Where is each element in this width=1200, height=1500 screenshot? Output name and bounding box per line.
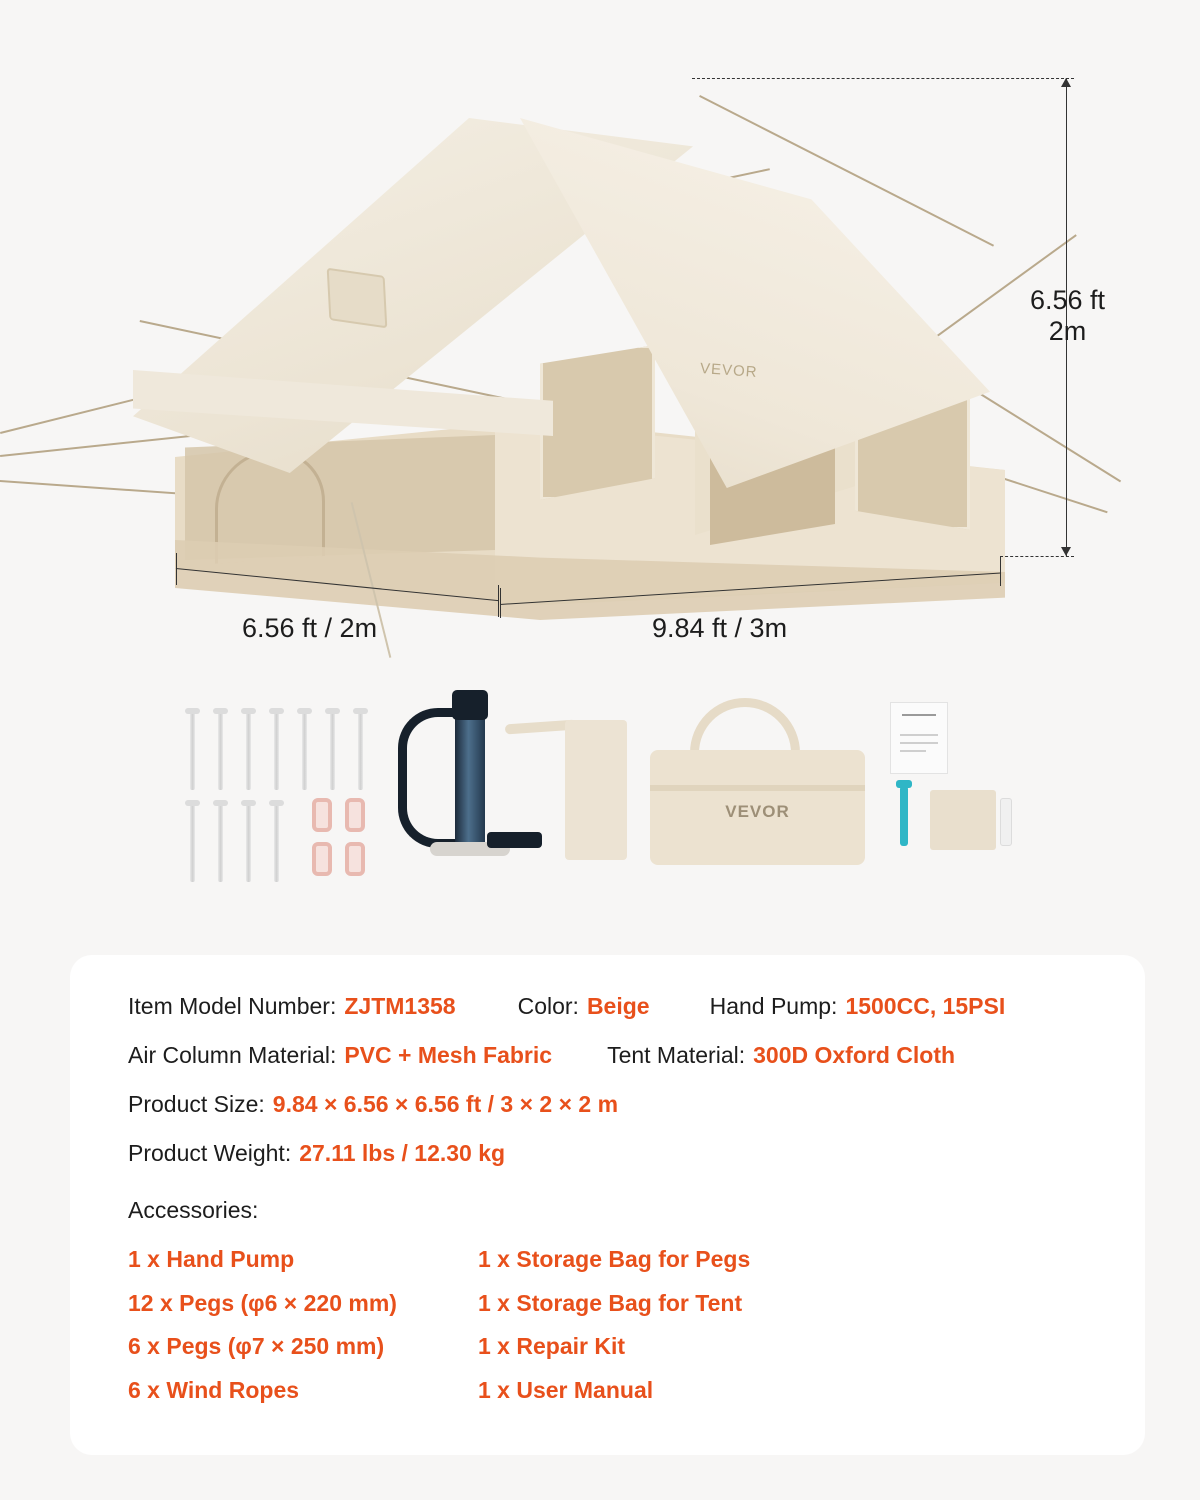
peg-icon xyxy=(246,708,251,790)
spec-size-value: 9.84 × 6.56 × 6.56 ft / 3 × 2 × 2 m xyxy=(272,1091,619,1117)
wind-rope-icon xyxy=(345,798,365,832)
peg-icon xyxy=(190,708,195,790)
spec-model-number xyxy=(128,993,456,1020)
list-item: 6 x Wind Ropes xyxy=(128,1377,300,1404)
spec-tent-material-label: Tent Material: xyxy=(607,1042,746,1068)
repair-glue-icon xyxy=(900,786,908,846)
spec-pump-label: Hand Pump: xyxy=(709,993,838,1019)
peg-icon xyxy=(274,708,279,790)
list-item: 1 x Hand Pump xyxy=(128,1246,295,1272)
height-dim-guide-top xyxy=(692,78,1074,79)
spec-row-3 xyxy=(128,1091,1087,1118)
accessories-title: Accessories: xyxy=(128,1197,259,1223)
spec-tent-material xyxy=(607,1042,955,1069)
product-hero-image xyxy=(0,0,1200,700)
pump-nozzle-icon xyxy=(487,832,542,848)
peg-icon xyxy=(330,708,335,790)
spec-air-column xyxy=(128,1042,552,1069)
height-metric: 2m xyxy=(1048,316,1087,347)
height-dimension-label xyxy=(1030,285,1105,348)
manual-text-line xyxy=(900,750,926,752)
width-dimension-label: 9.84 ft / 3m xyxy=(652,613,788,643)
manual-text-line xyxy=(900,742,938,744)
depth-dimension-label: 6.56 ft / 2m xyxy=(242,613,378,643)
spec-weight-value: 27.11 lbs / 12.30 kg xyxy=(299,1140,506,1166)
pump-hose-icon xyxy=(398,708,460,848)
wind-rope-icon xyxy=(345,842,365,876)
tent-bag-band-icon xyxy=(650,785,865,791)
storage-bag-pegs-icon xyxy=(565,720,627,860)
valve-icon xyxy=(1000,798,1012,846)
height-dim-arrow-bottom xyxy=(1061,547,1071,556)
specification-card xyxy=(70,955,1145,1455)
spec-size-label: Product Size: xyxy=(128,1091,265,1117)
spec-air-column-label: Air Column Material: xyxy=(128,1042,337,1068)
spec-product-weight xyxy=(128,1140,505,1167)
pump-handle-icon xyxy=(452,690,488,720)
spec-pump-value: 1500CC, 15PSI xyxy=(845,993,1006,1019)
list-item: 1 x Repair Kit xyxy=(478,1333,625,1360)
spec-row-2 xyxy=(128,1042,1087,1069)
accessories-list xyxy=(128,1238,1087,1413)
list-item: 1 x User Manual xyxy=(478,1377,654,1404)
manual-brand-label xyxy=(902,714,936,716)
tent-illustration xyxy=(0,40,1100,600)
spec-model-label: Item Model Number: xyxy=(128,993,337,1019)
tent-roof-vent xyxy=(327,268,388,329)
spec-row-4 xyxy=(128,1140,1087,1167)
user-manual-icon xyxy=(890,702,948,774)
spec-weight-label: Product Weight: xyxy=(128,1140,292,1166)
peg-icon xyxy=(218,708,223,790)
guy-line xyxy=(959,380,1121,482)
peg-icon xyxy=(218,800,223,882)
spec-color-value: Beige xyxy=(586,993,650,1019)
spec-tent-material-value: 300D Oxford Cloth xyxy=(753,1042,956,1068)
peg-icon xyxy=(190,800,195,882)
spec-model-value: ZJTM1358 xyxy=(344,993,456,1019)
spec-color-label: Color: xyxy=(517,993,579,1019)
spec-hand-pump xyxy=(710,993,1006,1020)
tent-brand-label: VEVOR xyxy=(699,360,759,381)
spec-air-column-value: PVC + Mesh Fabric xyxy=(344,1042,553,1068)
hand-pump-icon xyxy=(455,708,485,848)
peg-icon xyxy=(358,708,363,790)
tent-bag-handle-icon xyxy=(690,698,800,756)
wind-rope-icon xyxy=(312,842,332,876)
manual-text-line xyxy=(900,734,938,736)
tent-window-left xyxy=(540,345,655,500)
list-item: 1 x Storage Bag for Tent xyxy=(478,1289,743,1316)
width-dim-tick-right xyxy=(1000,556,1001,586)
height-dim-guide-bottom xyxy=(1000,556,1074,557)
tent-bag-brand-label: VEVOR xyxy=(725,802,790,821)
peg-icon xyxy=(246,800,251,882)
list-item: 12 x Pegs (φ6 × 220 mm) xyxy=(128,1289,397,1316)
accessories-column-right xyxy=(478,1238,750,1413)
height-imperial: 6.56 ft xyxy=(1030,285,1106,315)
height-dim-arrow-top xyxy=(1061,78,1071,87)
peg-icon xyxy=(302,708,307,790)
spec-color xyxy=(518,993,650,1020)
list-item: 1 x Storage Bag for Pegs xyxy=(478,1246,751,1272)
accessories-illustration xyxy=(0,690,1200,910)
accessories-column-left xyxy=(128,1238,478,1413)
spec-product-size xyxy=(128,1091,618,1118)
repair-patch-icon xyxy=(930,790,996,850)
wind-rope-icon xyxy=(312,798,332,832)
list-item: 6 x Pegs (φ7 × 250 mm) xyxy=(128,1333,385,1360)
spec-row-1 xyxy=(128,993,1087,1020)
peg-icon xyxy=(274,800,279,882)
